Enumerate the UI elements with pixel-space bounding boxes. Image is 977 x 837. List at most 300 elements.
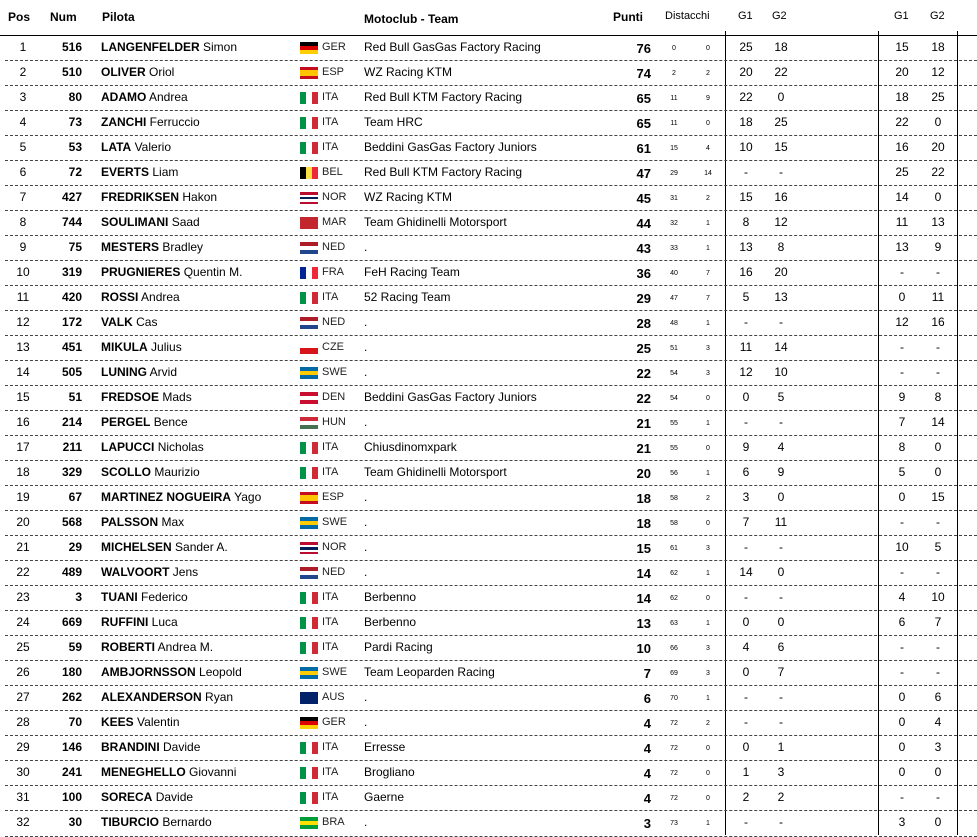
- team-cell: .: [364, 340, 368, 355]
- rider-name: [101, 740, 200, 754]
- race1-round2-cell: 13: [895, 240, 909, 255]
- race2-round1-cell: 4: [777, 440, 785, 455]
- header-g2-b: G2: [930, 10, 945, 22]
- rider-name: [101, 90, 188, 104]
- table-row: [0, 261, 977, 286]
- header-g1-a: G1: [738, 10, 753, 22]
- pos-cell: 17: [16, 440, 30, 455]
- nation-code: ITA: [322, 466, 339, 479]
- nation-code: NED: [322, 241, 346, 254]
- race2-round2-cell: 8: [934, 390, 942, 405]
- team-cell: Berbenno: [364, 590, 417, 605]
- flag-icon: [300, 367, 318, 379]
- rider-first-name: Jens: [172, 565, 199, 580]
- race1-round1-cell: -: [744, 415, 748, 430]
- race2-round1-cell: 0: [777, 565, 785, 580]
- table-row: [0, 61, 977, 86]
- race1-round1-cell: 9: [742, 440, 750, 455]
- gap-previous-cell: 3: [706, 670, 710, 678]
- rider-name: [101, 265, 242, 279]
- number-cell: 510: [61, 65, 82, 80]
- race2-round2-cell: 0: [934, 115, 942, 130]
- team-cell: Erresse: [364, 740, 406, 755]
- number-cell: 29: [68, 540, 82, 555]
- race1-round1-cell: 8: [742, 215, 750, 230]
- race1-round2-cell: -: [900, 340, 904, 355]
- nation-code: ITA: [322, 641, 339, 654]
- gap-previous-cell: 0: [706, 445, 710, 453]
- rider-name: [101, 190, 217, 204]
- nation-code: ITA: [322, 741, 339, 754]
- race1-round2-cell: 16: [895, 140, 909, 155]
- gap-leader-cell: 72: [670, 745, 678, 753]
- number-cell: 214: [61, 415, 82, 430]
- points-cell: 61: [636, 141, 651, 157]
- race2-round1-cell: 16: [774, 190, 788, 205]
- race2-round2-cell: -: [936, 365, 940, 380]
- race2-round2-cell: 3: [934, 740, 942, 755]
- rider-first-name: Saad: [171, 215, 200, 230]
- rider-first-name: Mads: [162, 390, 192, 405]
- rider-name: [101, 340, 182, 354]
- rider-name: [101, 815, 212, 829]
- pos-cell: 1: [19, 40, 27, 54]
- pos-cell: 29: [16, 740, 30, 755]
- gap-leader-cell: 54: [670, 395, 678, 403]
- table-row: [0, 411, 977, 436]
- number-cell: 568: [61, 515, 82, 530]
- team-cell: FeH Racing Team: [364, 265, 460, 280]
- table-row: [0, 86, 977, 111]
- race1-round1-cell: -: [744, 715, 748, 730]
- points-cell: 28: [636, 316, 651, 332]
- gap-leader-cell: 2: [672, 70, 676, 78]
- gap-previous-cell: 0: [706, 795, 710, 803]
- rider-first-name: Andrea: [149, 90, 188, 105]
- rider-last-name: MESTERS: [101, 240, 160, 255]
- race1-round2-cell: 12: [895, 315, 909, 330]
- gap-leader-cell: 66: [670, 645, 678, 653]
- table-row: [0, 286, 977, 311]
- rider-first-name: Ferruccio: [149, 115, 200, 130]
- rider-first-name: Bence: [153, 415, 188, 430]
- gap-previous-cell: 9: [706, 95, 710, 103]
- gap-leader-cell: 55: [670, 445, 678, 453]
- pos-cell: 5: [19, 140, 27, 155]
- table-row: [0, 186, 977, 211]
- rider-last-name: AMBJORNSSON: [101, 665, 196, 680]
- race1-round2-cell: 9: [898, 390, 906, 405]
- rider-first-name: Nicholas: [157, 440, 204, 455]
- gap-leader-cell: 62: [670, 595, 678, 603]
- race1-round2-cell: 0: [898, 490, 906, 505]
- team-cell: .: [364, 690, 368, 705]
- gap-leader-cell: 58: [670, 520, 678, 528]
- race2-round2-cell: 25: [931, 90, 945, 105]
- rider-last-name: MIKULA: [101, 340, 148, 355]
- number-cell: 53: [68, 140, 82, 155]
- race1-round2-cell: -: [900, 790, 904, 805]
- gap-previous-cell: 0: [706, 745, 710, 753]
- flag-icon: [300, 92, 318, 104]
- table-row: [0, 361, 977, 386]
- race1-round2-cell: 8: [898, 440, 906, 455]
- points-cell: 76: [636, 41, 651, 56]
- gap-leader-cell: 62: [670, 570, 678, 578]
- points-cell: 44: [636, 216, 651, 232]
- race2-round1-cell: 0: [777, 490, 785, 505]
- pos-cell: 7: [19, 190, 27, 205]
- nation-code: NED: [322, 566, 346, 579]
- rider-name: [101, 640, 213, 654]
- race1-round1-cell: 13: [739, 240, 753, 255]
- pos-cell: 20: [16, 515, 30, 530]
- nation-code: ITA: [322, 791, 339, 804]
- number-cell: 146: [61, 740, 82, 755]
- gap-previous-cell: 0: [706, 520, 710, 528]
- flag-icon: [300, 617, 318, 629]
- flag-icon: [300, 342, 318, 354]
- race1-round1-cell: 3: [742, 490, 750, 505]
- rider-first-name: Bernardo: [162, 815, 212, 830]
- race1-round2-cell: 5: [898, 465, 906, 480]
- race1-round2-cell: 20: [895, 65, 909, 80]
- race1-round1-cell: -: [744, 690, 748, 705]
- rider-name: [101, 40, 237, 54]
- gap-previous-cell: 2: [706, 495, 710, 503]
- race2-round2-cell: 9: [934, 240, 942, 255]
- race2-round1-cell: -: [779, 415, 783, 430]
- rider-first-name: Valentin: [137, 715, 180, 730]
- number-cell: 262: [61, 690, 82, 705]
- gap-previous-cell: 0: [706, 770, 710, 778]
- gap-previous-cell: 1: [706, 245, 710, 253]
- nation-code: ITA: [322, 616, 339, 629]
- points-cell: 14: [636, 566, 651, 582]
- table-row: [0, 336, 977, 361]
- table-row: [0, 736, 977, 761]
- number-cell: 67: [68, 490, 82, 505]
- race1-round1-cell: 14: [739, 565, 753, 580]
- race1-round2-cell: 6: [898, 615, 906, 630]
- race2-round1-cell: 18: [774, 40, 788, 54]
- race1-round2-cell: 14: [895, 190, 909, 205]
- table-row: [0, 786, 977, 811]
- rider-name: [101, 465, 200, 479]
- flag-icon: [300, 817, 318, 829]
- nation-code: DEN: [322, 391, 346, 404]
- race2-round1-cell: 5: [777, 390, 785, 405]
- nation-code: GER: [322, 41, 346, 53]
- gap-previous-cell: 4: [706, 145, 710, 153]
- flag-icon: [300, 167, 318, 179]
- team-cell: Beddini GasGas Factory Juniors: [364, 390, 537, 405]
- rider-name: [101, 665, 242, 679]
- race2-round2-cell: 0: [934, 440, 942, 455]
- points-cell: 47: [636, 166, 651, 182]
- pos-cell: 13: [16, 340, 30, 355]
- race2-round1-cell: 15: [774, 140, 788, 155]
- team-cell: .: [364, 240, 368, 255]
- race1-round1-cell: -: [744, 165, 748, 180]
- race1-round1-cell: -: [744, 540, 748, 555]
- race2-round2-cell: -: [936, 340, 940, 355]
- rider-name: [101, 315, 157, 329]
- rider-last-name: LAPUCCI: [101, 440, 155, 455]
- rider-last-name: RUFFINI: [101, 615, 149, 630]
- nation-code: GER: [322, 716, 346, 729]
- race2-round2-cell: 18: [931, 40, 945, 54]
- pos-cell: 14: [16, 365, 30, 380]
- rider-last-name: PERGEL: [101, 415, 151, 430]
- rider-last-name: ROSSI: [101, 290, 139, 305]
- rider-last-name: FREDSOE: [101, 390, 160, 405]
- rider-name: [101, 565, 198, 579]
- pos-cell: 12: [16, 315, 30, 330]
- team-cell: Team Leoparden Racing: [364, 665, 495, 680]
- pos-cell: 15: [16, 390, 30, 405]
- race2-round2-cell: 13: [931, 215, 945, 230]
- race1-round2-cell: 18: [895, 90, 909, 105]
- table-row: [0, 161, 977, 186]
- race2-round2-cell: 4: [934, 715, 942, 730]
- race1-round1-cell: -: [744, 315, 748, 330]
- gap-leader-cell: 47: [670, 295, 678, 303]
- race1-round1-cell: 0: [742, 615, 750, 630]
- gap-previous-cell: 1: [706, 320, 710, 328]
- gap-leader-cell: 56: [670, 470, 678, 478]
- race1-round2-cell: 0: [898, 690, 906, 705]
- rider-first-name: Leopold: [199, 665, 242, 680]
- team-cell: Team Ghidinelli Motorsport: [364, 465, 507, 480]
- race1-round1-cell: 0: [742, 665, 750, 680]
- flag-icon: [300, 242, 318, 254]
- pos-cell: 28: [16, 715, 30, 730]
- nation-code: ESP: [322, 491, 345, 504]
- table-row: [0, 636, 977, 661]
- rider-first-name: Andrea M.: [157, 640, 214, 655]
- race2-round1-cell: 14: [774, 340, 788, 355]
- number-cell: 51: [68, 390, 82, 405]
- header-num: Num: [50, 10, 77, 24]
- gap-leader-cell: 0: [672, 45, 676, 52]
- team-cell: .: [364, 515, 368, 530]
- race2-round1-cell: 20: [774, 265, 788, 280]
- race2-round1-cell: 3: [777, 765, 785, 780]
- rider-name: [101, 215, 200, 229]
- table-row: [0, 761, 977, 786]
- race1-round2-cell: 10: [895, 540, 909, 555]
- points-cell: 21: [636, 416, 651, 432]
- race2-round1-cell: 22: [774, 65, 788, 80]
- pos-cell: 26: [16, 665, 30, 680]
- gap-leader-cell: 31: [670, 195, 678, 203]
- number-cell: 59: [68, 640, 82, 655]
- race1-round1-cell: 22: [739, 90, 753, 105]
- race1-round1-cell: 7: [742, 515, 750, 530]
- rider-last-name: WALVOORT: [101, 565, 170, 580]
- race2-round2-cell: 6: [934, 690, 942, 705]
- nation-code: ITA: [322, 116, 339, 129]
- nation-code: BRA: [322, 816, 345, 829]
- points-cell: 45: [636, 191, 651, 207]
- points-cell: 22: [636, 391, 651, 407]
- nation-code: ITA: [322, 591, 339, 604]
- rider-name: [101, 590, 188, 604]
- gap-leader-cell: 73: [670, 820, 678, 828]
- race1-round2-cell: 15: [895, 40, 909, 54]
- flag-icon: [300, 267, 318, 279]
- race1-round1-cell: 15: [739, 190, 753, 205]
- race2-round1-cell: -: [779, 165, 783, 180]
- rider-name: [101, 165, 178, 179]
- team-cell: Chiusdinomxpark: [364, 440, 457, 455]
- number-cell: 180: [61, 665, 82, 680]
- pos-cell: 3: [19, 90, 27, 105]
- nation-code: SWE: [322, 666, 348, 679]
- race2-round1-cell: -: [779, 590, 783, 605]
- race2-round2-cell: -: [936, 640, 940, 655]
- race1-round2-cell: 3: [898, 815, 906, 830]
- rider-name: [101, 290, 180, 304]
- gap-leader-cell: 40: [670, 270, 678, 278]
- points-cell: 74: [636, 66, 651, 82]
- rider-name: [101, 390, 192, 404]
- gap-previous-cell: 2: [706, 720, 710, 728]
- table-row: [0, 811, 977, 836]
- race2-round1-cell: -: [779, 815, 783, 830]
- gap-leader-cell: 48: [670, 320, 678, 328]
- number-cell: 744: [61, 215, 82, 230]
- race2-round1-cell: 1: [777, 740, 785, 755]
- header-pos: Pos: [8, 10, 31, 24]
- rider-last-name: ALEXANDERSON: [101, 690, 202, 705]
- gap-previous-cell: 0: [706, 595, 710, 603]
- gap-previous-cell: 1: [706, 420, 710, 428]
- race2-round1-cell: -: [779, 715, 783, 730]
- rider-last-name: ADAMO: [101, 90, 147, 105]
- nation-code: FRA: [322, 266, 344, 279]
- team-cell: Berbenno: [364, 615, 417, 630]
- race2-round1-cell: 11: [774, 515, 788, 530]
- rider-first-name: Valerio: [134, 140, 172, 155]
- gap-leader-cell: 72: [670, 720, 678, 728]
- header-distacchi: Distacchi: [665, 10, 710, 22]
- pos-cell: 31: [16, 790, 30, 805]
- points-cell: 4: [643, 741, 651, 757]
- rider-first-name: Luca: [151, 615, 178, 630]
- gap-leader-cell: 15: [670, 145, 678, 153]
- race1-round2-cell: -: [900, 515, 904, 530]
- race1-round2-cell: -: [900, 265, 904, 280]
- header-g2-a: G2: [772, 10, 787, 22]
- nation-code: NED: [322, 316, 346, 329]
- number-cell: 172: [61, 315, 82, 330]
- gap-previous-cell: 1: [706, 620, 710, 628]
- rider-first-name: Simon: [203, 40, 238, 54]
- flag-icon: [300, 667, 318, 679]
- pos-cell: 11: [16, 290, 30, 305]
- rider-last-name: TUANI: [101, 590, 138, 605]
- table-row: [0, 711, 977, 736]
- gap-previous-cell: 1: [706, 220, 710, 228]
- number-cell: 319: [61, 265, 82, 280]
- rider-first-name: Sander A.: [175, 540, 228, 555]
- flag-icon: [300, 467, 318, 479]
- table-row: [0, 611, 977, 636]
- race1-round1-cell: 0: [742, 390, 750, 405]
- team-cell: .: [364, 415, 368, 430]
- race1-round1-cell: 12: [739, 365, 753, 380]
- table-row: [0, 511, 977, 536]
- race2-round1-cell: 13: [774, 290, 788, 305]
- gap-leader-cell: 58: [670, 495, 678, 503]
- team-cell: Team HRC: [364, 115, 423, 130]
- team-cell: WZ Racing KTM: [364, 65, 453, 80]
- rider-name: [101, 765, 236, 779]
- gap-previous-cell: 3: [706, 370, 710, 378]
- race2-round2-cell: -: [936, 665, 940, 680]
- rider-name: [101, 140, 171, 154]
- rider-name: [101, 790, 193, 804]
- race2-round1-cell: 9: [777, 465, 785, 480]
- nation-code: CZE: [322, 341, 344, 354]
- flag-icon: [300, 792, 318, 804]
- flag-icon: [300, 192, 318, 204]
- race2-round1-cell: -: [779, 315, 783, 330]
- gap-leader-cell: 72: [670, 795, 678, 803]
- flag-icon: [300, 42, 318, 54]
- number-cell: 75: [68, 240, 82, 255]
- gap-previous-cell: 7: [706, 270, 710, 278]
- rider-first-name: Oriol: [149, 65, 175, 80]
- race2-round2-cell: 0: [934, 765, 942, 780]
- rider-last-name: LANGENFELDER: [101, 40, 200, 54]
- table-row: [0, 686, 977, 711]
- points-cell: 4: [643, 791, 651, 807]
- team-cell: 52 Racing Team: [364, 290, 451, 305]
- race1-round2-cell: 0: [898, 765, 906, 780]
- rider-last-name: VALK: [101, 315, 133, 330]
- race2-round2-cell: -: [936, 565, 940, 580]
- race1-round1-cell: 20: [739, 65, 753, 80]
- race2-round2-cell: 11: [931, 290, 945, 305]
- table-row: [0, 211, 977, 236]
- pos-cell: 23: [16, 590, 30, 605]
- table-row: [0, 311, 977, 336]
- table-row: [0, 36, 977, 61]
- race1-round2-cell: 0: [898, 740, 906, 755]
- rider-name: [101, 615, 178, 629]
- gap-leader-cell: 72: [670, 770, 678, 778]
- number-cell: 516: [61, 40, 82, 54]
- table-header: [0, 0, 977, 36]
- rider-name: [101, 490, 261, 504]
- nation-code: HUN: [322, 416, 346, 429]
- nation-code: BEL: [322, 166, 343, 179]
- gap-leader-cell: 33: [670, 245, 678, 253]
- number-cell: 669: [61, 615, 82, 630]
- gap-leader-cell: 51: [670, 345, 678, 353]
- points-cell: 14: [636, 591, 651, 607]
- race1-round2-cell: 25: [895, 165, 909, 180]
- rider-first-name: Max: [161, 515, 185, 530]
- nation-code: AUS: [322, 691, 345, 704]
- rider-last-name: TIBURCIO: [101, 815, 159, 830]
- table-row: [0, 586, 977, 611]
- race1-round1-cell: 10: [739, 140, 753, 155]
- pos-cell: 4: [19, 115, 27, 130]
